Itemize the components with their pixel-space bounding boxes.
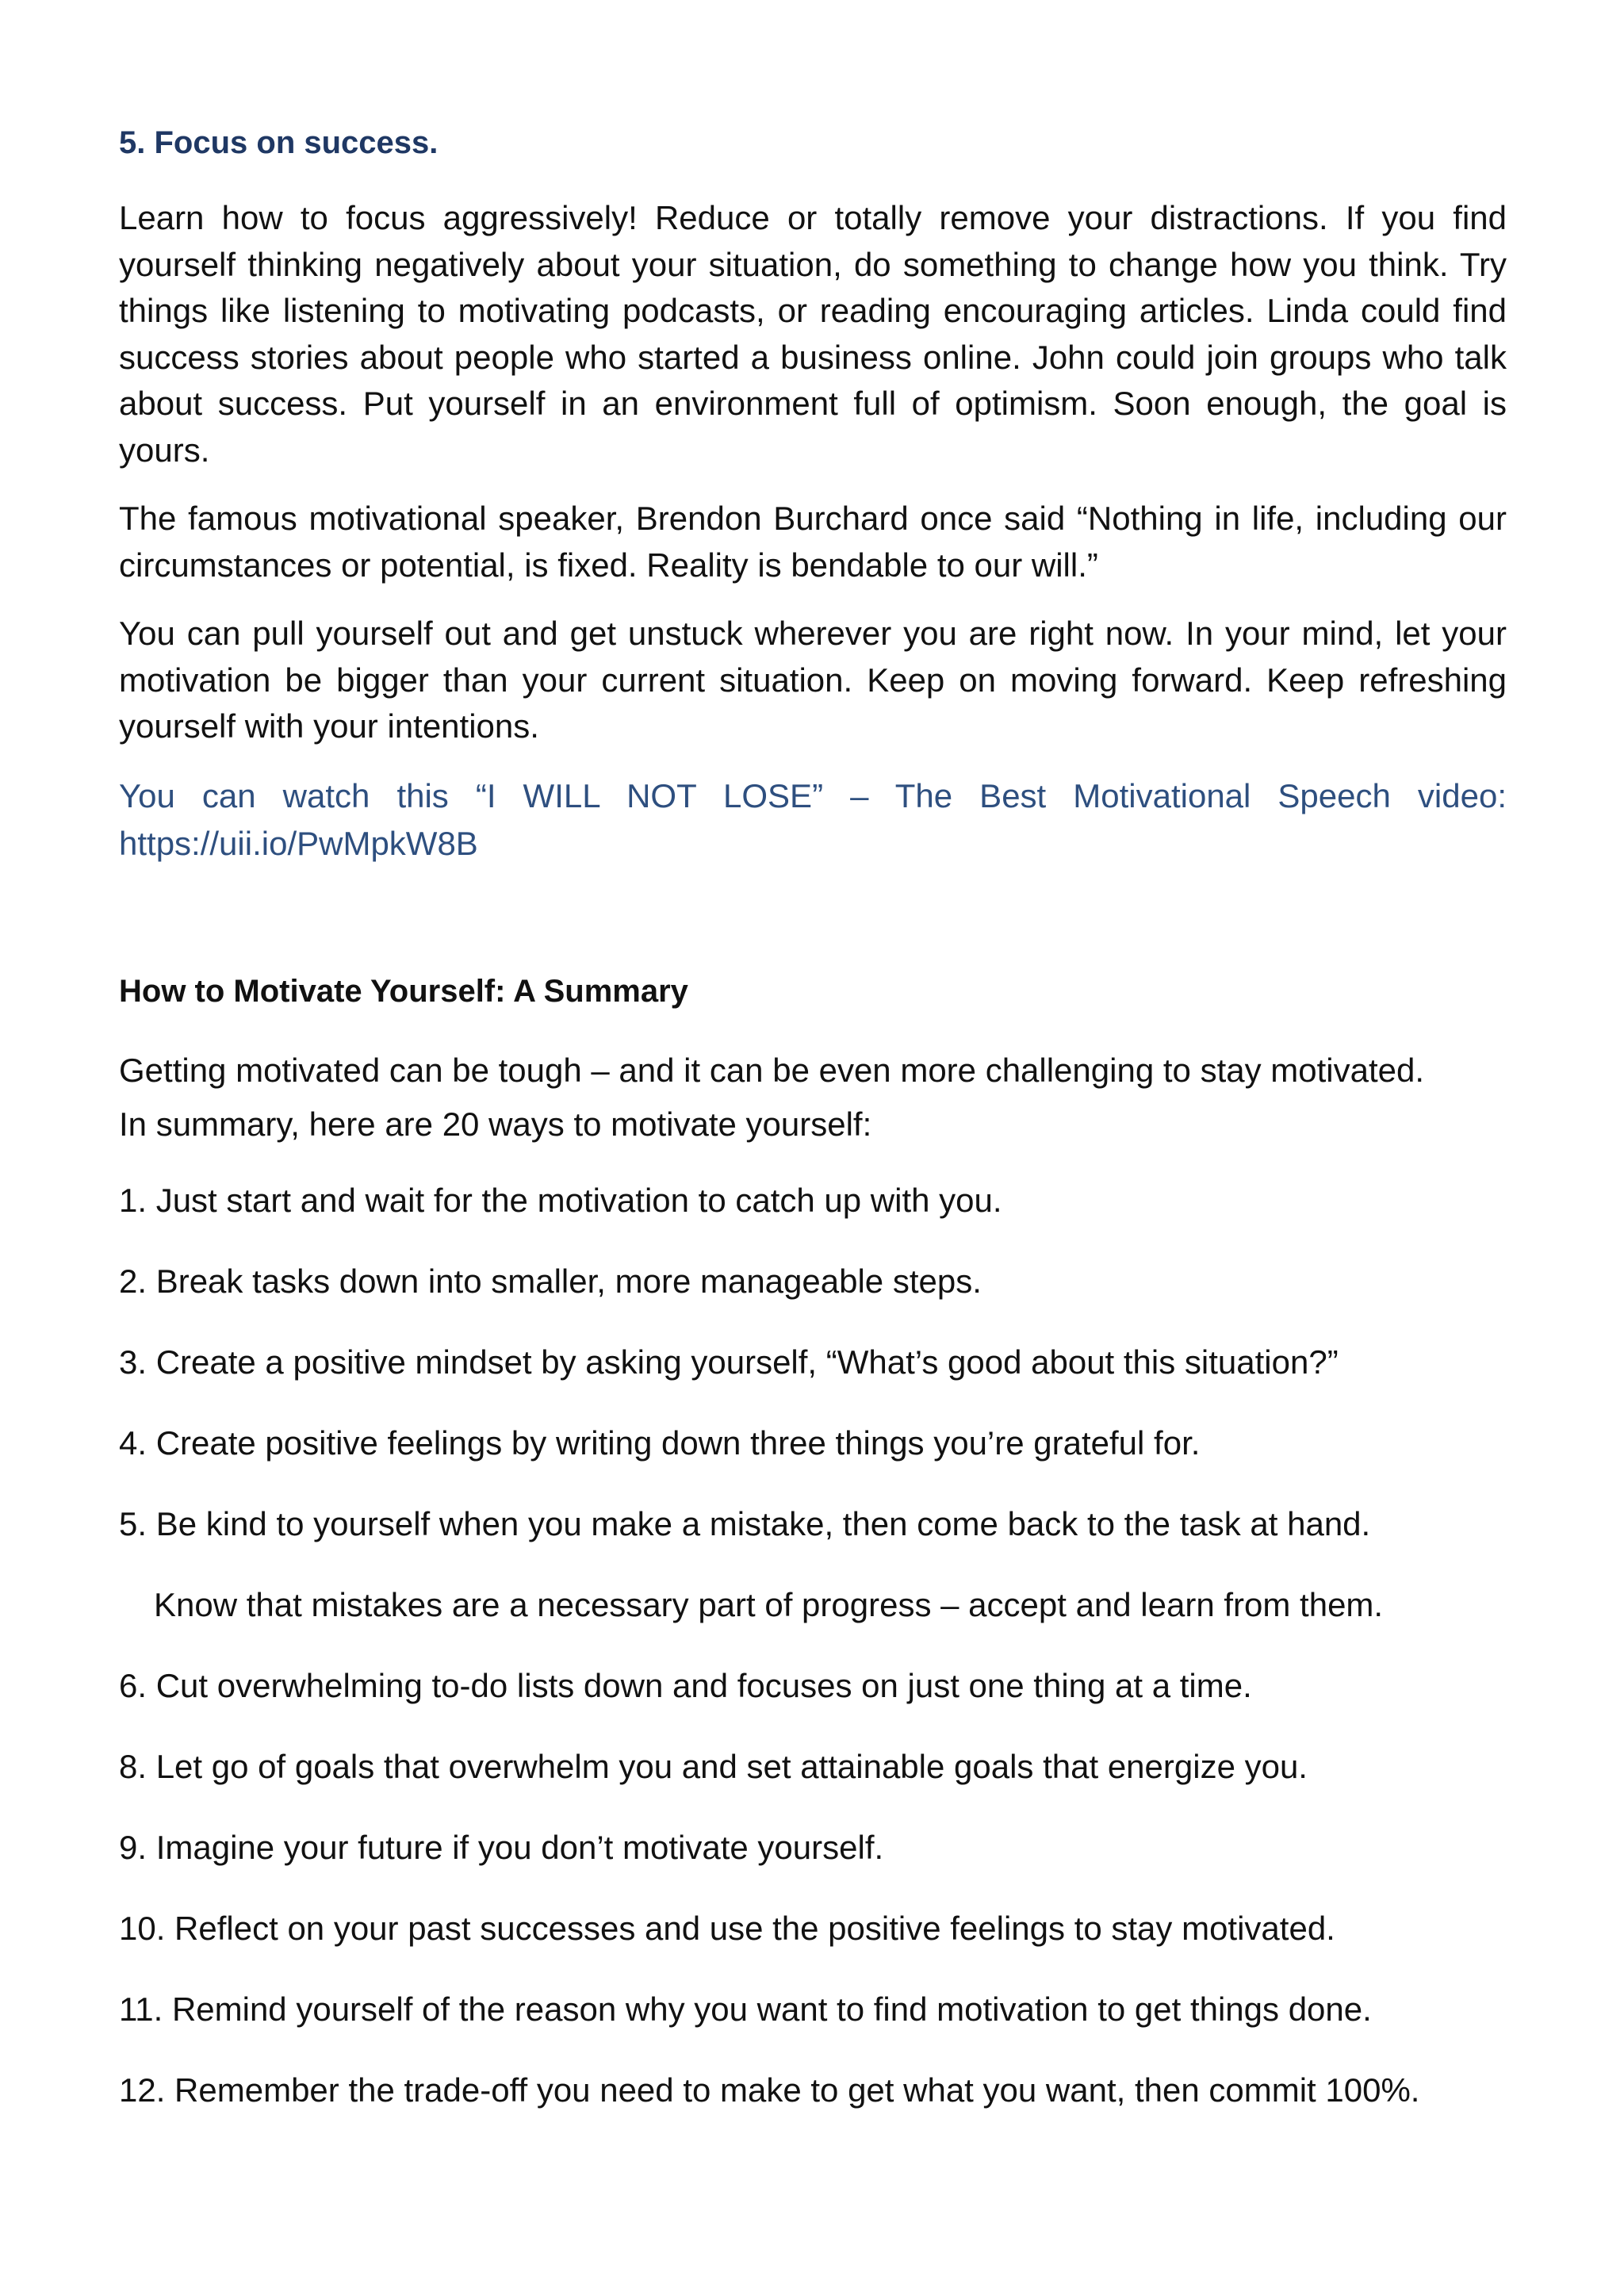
list-item: 8. Let go of goals that overwhelm you and set attainable goals that energize you. [119, 1747, 1308, 1785]
video-paragraph [119, 772, 1507, 868]
summary-list [119, 1177, 1507, 2114]
video-link[interactable]: https://uii.io/PwMpkW8B [119, 824, 478, 862]
summary-heading: How to Motivate Yourself: A Summary [119, 973, 688, 1009]
list-item: 10. Reflect on your past successes and use the positive feelings to stay motivated. [119, 1909, 1335, 1947]
list-item: 12. Remember the trade-off you need to make to get what you want, then commit 100%. [119, 2071, 1420, 2109]
summary-intro-line-1: Getting motivated can be tough – and it can be even more challenging to stay motivated. [119, 1051, 1425, 1089]
list-item-continuation: Know that mistakes are a necessary part of progress – accept and learn from them. [154, 1585, 1384, 1623]
paragraph-quote: The famous motivational speaker, Brendon Burchard once said “Nothing in life, including our circumstances or potential, is fixed. Reality is bendable to our will.” [119, 500, 1507, 584]
list-item: 9. Imagine your future if you don’t motivate yourself. [119, 1828, 884, 1866]
list-item: 2. Break tasks down into smaller, more manageable steps. [119, 1262, 982, 1300]
list-item: 6. Cut overwhelming to-do lists down and focuses on just one thing at a time. [119, 1666, 1252, 1704]
list-item: 5. Be kind to yourself when you make a mistake, then come back to the task at hand. [119, 1504, 1371, 1542]
document-page [119, 117, 1507, 2147]
list-item: 3. Create a positive mindset by asking yourself, “What’s good about this situation?” [119, 1343, 1339, 1381]
paragraph-unstuck: You can pull yourself out and get unstuck wherever you are right now. In your mind, let your motivation be bigger than your current situation. Keep on moving forward. Keep refreshing yourself with your intentions. [119, 615, 1507, 745]
list-item: 1. Just start and wait for the motivation to catch up with you. [119, 1181, 1002, 1219]
list-item: 4. Create positive feelings by writing down three things you’re grateful for. [119, 1423, 1201, 1462]
list-item: 11. Remind yourself of the reason why you want to find motivation to get things done. [119, 1990, 1372, 2028]
paragraph-focus: Learn how to focus aggressively! Reduce or totally remove your distractions. If you find yourself thinking negatively about your situation, do something to change how you think. Try things like listening to motivating podcasts, or reading encouraging articles. Linda could find success stories about people who started a business online. John could join groups who talk about success. Put yourself in an environment full of optimism. Soon enough, the goal is yours. [119, 199, 1507, 469]
section-heading: 5. Focus on success. [119, 125, 439, 160]
summary-intro-line-2: In summary, here are 20 ways to motivate yourself: [119, 1105, 872, 1143]
video-text: You can watch this “I WILL NOT LOSE” – The Best Motivational Speech video: [119, 776, 1507, 814]
section-spacer [119, 868, 1507, 966]
summary-intro [119, 1044, 1507, 1151]
